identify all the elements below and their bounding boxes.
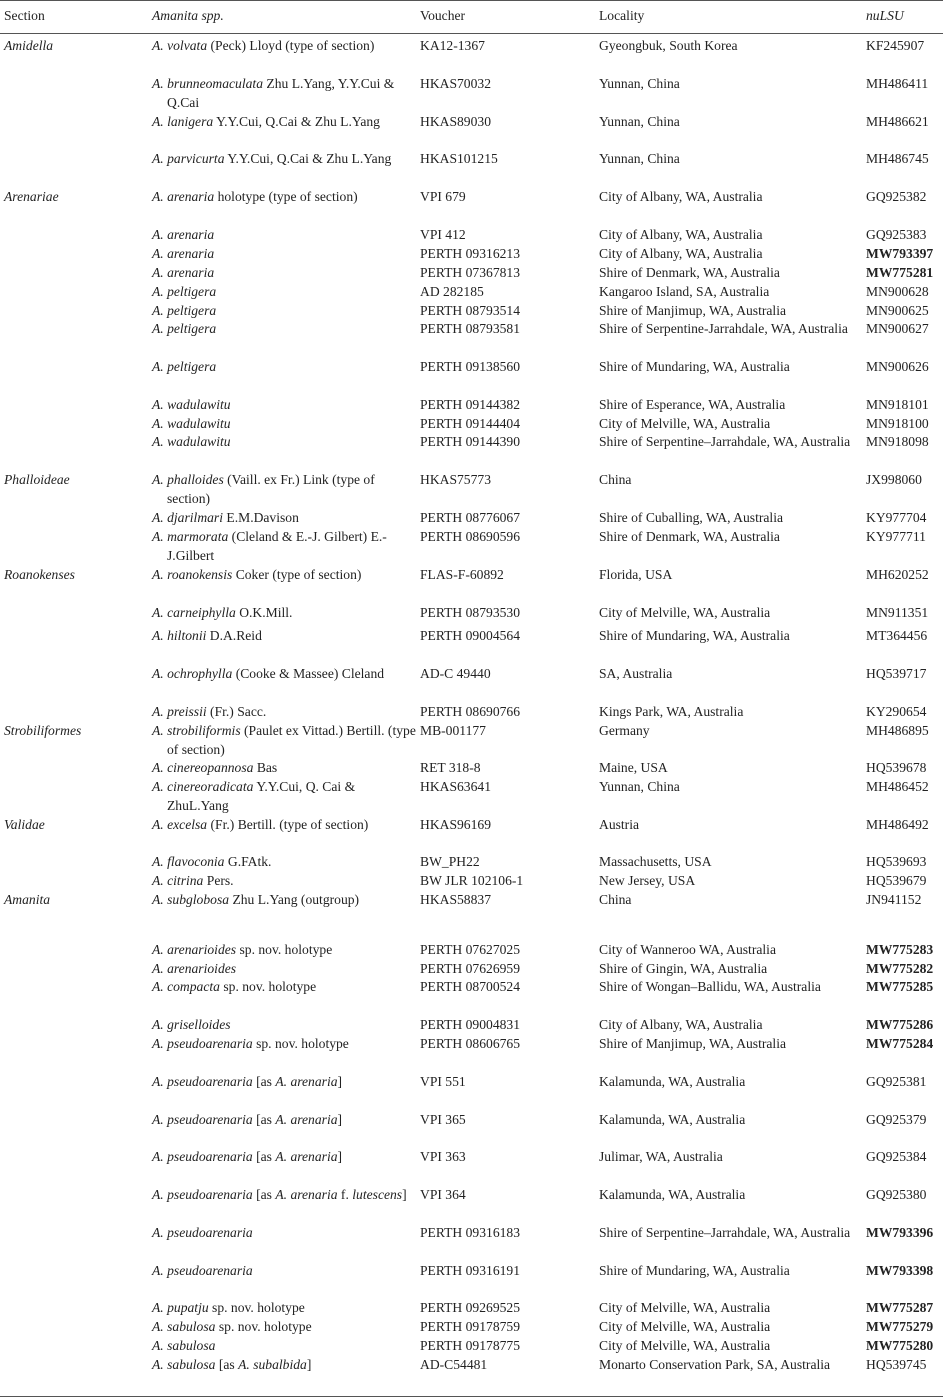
- table-top-rule: [0, 0, 943, 1]
- accession-cell: MN918100: [866, 416, 929, 431]
- locality-cell: Julimar, WA, Australia: [599, 1149, 723, 1164]
- accession-cell: HQ539745: [866, 1357, 927, 1372]
- voucher-cell: PERTH 08690596: [420, 529, 521, 544]
- species-cell: A. pupatju sp. nov. holotype: [152, 1300, 305, 1315]
- accession-cell: HQ539693: [866, 854, 927, 869]
- species-cell: A. sabulosa: [152, 1338, 216, 1353]
- voucher-cell: PERTH 08606765: [420, 1036, 521, 1051]
- accession-cell: MN900625: [866, 303, 929, 318]
- voucher-cell: PERTH 07626959: [420, 961, 521, 976]
- voucher-cell: BW_PH22: [420, 854, 480, 869]
- column-header-locality: Locality: [599, 8, 645, 23]
- locality-cell: City of Albany, WA, Australia: [599, 227, 763, 242]
- voucher-cell: BW JLR 102106-1: [420, 873, 524, 888]
- locality-cell: Shire of Manjimup, WA, Australia: [599, 303, 787, 318]
- voucher-cell: HKAS63641: [420, 779, 491, 794]
- species-cell: A. volvata (Peck) Lloyd (type of section): [152, 38, 375, 53]
- accession-cell: MW775280: [866, 1338, 934, 1353]
- accession-cell: MN900626: [866, 359, 929, 374]
- species-cell: A. pseudoarenaria: [152, 1263, 253, 1278]
- section-label: Strobiliformes: [4, 723, 82, 738]
- accession-cell: MW775279: [866, 1319, 934, 1334]
- voucher-cell: PERTH 09178775: [420, 1338, 521, 1353]
- locality-cell: Yunnan, China: [599, 779, 680, 794]
- voucher-cell: PERTH 08793514: [420, 303, 521, 318]
- voucher-cell: PERTH 09316213: [420, 246, 521, 261]
- locality-cell: Shire of Mundaring, WA, Australia: [599, 359, 790, 374]
- accession-cell: GQ925379: [866, 1112, 927, 1127]
- voucher-cell: HKAS58837: [420, 892, 491, 907]
- voucher-cell: PERTH 07627025: [420, 942, 521, 957]
- voucher-cell: VPI 363: [420, 1149, 466, 1164]
- accession-cell: MN918098: [866, 434, 929, 449]
- locality-cell: Shire of Cuballing, WA, Australia: [599, 510, 783, 525]
- accession-cell: JN941152: [866, 892, 922, 907]
- voucher-cell: VPI 551: [420, 1074, 466, 1089]
- voucher-cell: AD 282185: [420, 284, 484, 299]
- locality-cell: Yunnan, China: [599, 151, 680, 166]
- accession-cell: MW775285: [866, 979, 934, 994]
- accession-cell: HQ539678: [866, 760, 927, 775]
- voucher-cell: VPI 364: [420, 1187, 466, 1202]
- locality-cell: New Jersey, USA: [599, 873, 696, 888]
- species-cell: A. sabulosa [as A. subalbida]: [152, 1357, 312, 1372]
- accession-cell: MT364456: [866, 628, 928, 643]
- column-header-section: Section: [4, 8, 45, 23]
- species-cell: A. djarilmari E.M.Davison: [152, 510, 299, 525]
- accession-cell: MH486895: [866, 723, 929, 738]
- accession-cell: MH486492: [866, 817, 929, 832]
- voucher-cell: PERTH 09316191: [420, 1263, 521, 1278]
- species-cell: A. pseudoarenaria: [152, 1225, 253, 1240]
- species-cell: A. peltigera: [152, 359, 217, 374]
- voucher-cell: PERTH 09004564: [420, 628, 521, 643]
- locality-cell: Kalamunda, WA, Australia: [599, 1074, 746, 1089]
- voucher-cell: KA12-1367: [420, 38, 485, 53]
- species-cell: A. carneiphylla O.K.Mill.: [152, 605, 293, 620]
- locality-cell: Kings Park, WA, Australia: [599, 704, 744, 719]
- voucher-cell: PERTH 09138560: [420, 359, 521, 374]
- species-cell: A. pseudoarenaria [as A. arenaria f. lutescens]: [152, 1187, 407, 1202]
- voucher-cell: PERTH 09316183: [420, 1225, 521, 1240]
- accession-cell: MH486411: [866, 76, 929, 91]
- voucher-cell: PERTH 09178759: [420, 1319, 521, 1334]
- species-cell: A. phalloides (Vaill. ex Fr.) Link (type of section): [152, 472, 375, 506]
- locality-cell: Shire of Mundaring, WA, Australia: [599, 628, 790, 643]
- species-cell: A. griselloides: [152, 1017, 231, 1032]
- species-cell: A. cinereopannosa Bas: [152, 760, 278, 775]
- column-header-species: Amanita spp.: [152, 8, 224, 23]
- locality-cell: Kangaroo Island, SA, Australia: [599, 284, 770, 299]
- accession-cell: MN900628: [866, 284, 929, 299]
- species-cell: A. wadulawitu: [152, 416, 231, 431]
- locality-cell: Shire of Gingin, WA, Australia: [599, 961, 768, 976]
- locality-cell: Kalamunda, WA, Australia: [599, 1187, 746, 1202]
- locality-cell: Kalamunda, WA, Australia: [599, 1112, 746, 1127]
- column-header-voucher: Voucher: [420, 8, 466, 23]
- accession-cell: HQ539717: [866, 666, 927, 681]
- voucher-cell: VPI 412: [420, 227, 466, 242]
- accession-cell: MH486745: [866, 151, 929, 166]
- species-cell: A. subglobosa Zhu L.Yang (outgroup): [152, 892, 360, 907]
- species-cell: A. pseudoarenaria [as A. arenaria]: [152, 1149, 343, 1164]
- locality-cell: City of Albany, WA, Australia: [599, 246, 763, 261]
- voucher-cell: HKAS75773: [420, 472, 491, 487]
- species-cell: A. pseudoarenaria sp. nov. holotype: [152, 1036, 349, 1051]
- voucher-cell: HKAS101215: [420, 151, 498, 166]
- section-label: Amanita: [4, 892, 51, 907]
- species-cell: A. lanigera Y.Y.Cui, Q.Cai & Zhu L.Yang: [152, 114, 380, 129]
- accession-cell: MH486621: [866, 114, 929, 129]
- locality-cell: Shire of Mundaring, WA, Australia: [599, 1263, 790, 1278]
- voucher-cell: HKAS70032: [420, 76, 491, 91]
- accession-cell: KF245907: [866, 38, 925, 53]
- locality-cell: City of Wanneroo WA, Australia: [599, 942, 776, 957]
- species-cell: A. arenaria: [152, 265, 215, 280]
- locality-cell: Shire of Serpentine–Jarrahdale, WA, Australia: [599, 1225, 851, 1240]
- voucher-cell: PERTH 08700524: [420, 979, 521, 994]
- accession-cell: JX998060: [866, 472, 922, 487]
- accession-cell: MN911351: [866, 605, 929, 620]
- locality-cell: Shire of Wongan–Ballidu, WA, Australia: [599, 979, 821, 994]
- locality-cell: China: [599, 472, 632, 487]
- species-cell: A. peltigera: [152, 303, 217, 318]
- accession-cell: MH620252: [866, 567, 929, 582]
- locality-cell: City of Melville, WA, Australia: [599, 1338, 771, 1353]
- species-cell: A. roanokensis Coker (type of section): [152, 567, 362, 582]
- accession-cell: HQ539679: [866, 873, 927, 888]
- accession-cell: MW775287: [866, 1300, 934, 1315]
- locality-cell: City of Melville, WA, Australia: [599, 605, 771, 620]
- locality-cell: Shire of Serpentine–Jarrahdale, WA, Australia: [599, 434, 851, 449]
- species-cell: A. excelsa (Fr.) Bertill. (type of section): [152, 817, 369, 832]
- species-cell: A. pseudoarenaria [as A. arenaria]: [152, 1074, 343, 1089]
- locality-cell: Yunnan, China: [599, 76, 680, 91]
- voucher-cell: PERTH 08776067: [420, 510, 521, 525]
- voucher-cell: AD-C54481: [420, 1357, 488, 1372]
- species-cell: A. ochrophylla (Cooke & Massee) Cleland: [152, 666, 385, 681]
- species-cell: A. wadulawitu: [152, 397, 231, 412]
- voucher-cell: PERTH 08690766: [420, 704, 521, 719]
- accession-cell: MH486452: [866, 779, 929, 794]
- species-cell: A. arenaria holotype (type of section): [152, 189, 358, 204]
- table-bottom-rule: [0, 1396, 943, 1397]
- locality-cell: City of Albany, WA, Australia: [599, 1017, 763, 1032]
- accession-cell: KY977704: [866, 510, 927, 525]
- locality-cell: Massachusetts, USA: [599, 854, 712, 869]
- voucher-cell: PERTH 09144390: [420, 434, 521, 449]
- species-cell: A. pseudoarenaria [as A. arenaria]: [152, 1112, 343, 1127]
- locality-cell: Florida, USA: [599, 567, 673, 582]
- locality-cell: Shire of Denmark, WA, Australia: [599, 529, 780, 544]
- locality-cell: Monarto Conservation Park, SA, Australia: [599, 1357, 831, 1372]
- section-label: Phalloideae: [4, 472, 70, 487]
- species-cell: A. peltigera: [152, 321, 217, 336]
- column-header-nulsu: nuLSU: [866, 8, 904, 23]
- accession-cell: MW775281: [866, 265, 934, 280]
- species-cell: A. marmorata (Cleland & E.-J. Gilbert) E.-J.Gilbert: [152, 529, 387, 563]
- species-cell: A. brunneomaculata Zhu L.Yang, Y.Y.Cui & Q.Cai: [152, 76, 395, 110]
- locality-cell: Austria: [599, 817, 640, 832]
- locality-cell: Maine, USA: [599, 760, 668, 775]
- accession-cell: GQ925381: [866, 1074, 927, 1089]
- locality-cell: SA, Australia: [599, 666, 673, 681]
- accession-cell: MW775286: [866, 1017, 934, 1032]
- species-cell: A. arenaria: [152, 227, 215, 242]
- section-label: Arenariae: [4, 189, 59, 204]
- accession-cell: GQ925383: [866, 227, 927, 242]
- accession-cell: GQ925380: [866, 1187, 927, 1202]
- accession-cell: KY977711: [866, 529, 926, 544]
- species-cell: A. strobiliformis (Paulet ex Vittad.) Bertill. (type of section): [152, 723, 416, 757]
- locality-cell: Shire of Esperance, WA, Australia: [599, 397, 786, 412]
- voucher-cell: HKAS96169: [420, 817, 491, 832]
- voucher-cell: VPI 679: [420, 189, 466, 204]
- accession-cell: KY290654: [866, 704, 927, 719]
- locality-cell: Shire of Serpentine-Jarrahdale, WA, Australia: [599, 321, 848, 336]
- species-cell: A. parvicurta Y.Y.Cui, Q.Cai & Zhu L.Yang: [152, 151, 392, 166]
- locality-cell: Yunnan, China: [599, 114, 680, 129]
- voucher-cell: AD-C 49440: [420, 666, 491, 681]
- voucher-cell: PERTH 09144382: [420, 397, 521, 412]
- species-cell: A. arenaria: [152, 246, 215, 261]
- locality-cell: City of Albany, WA, Australia: [599, 189, 763, 204]
- locality-cell: Shire of Manjimup, WA, Australia: [599, 1036, 787, 1051]
- voucher-cell: PERTH 09144404: [420, 416, 521, 431]
- accession-cell: MN900627: [866, 321, 929, 336]
- species-cell: A. cinereoradicata Y.Y.Cui, Q. Cai & ZhuL.Yang: [152, 779, 356, 813]
- voucher-cell: VPI 365: [420, 1112, 466, 1127]
- accession-cell: MW793397: [866, 246, 934, 261]
- voucher-cell: MB-001177: [420, 723, 486, 738]
- accession-cell: MW775283: [866, 942, 934, 957]
- locality-cell: Shire of Denmark, WA, Australia: [599, 265, 780, 280]
- header-rule: [0, 33, 943, 34]
- voucher-cell: FLAS-F-60892: [420, 567, 504, 582]
- species-cell: A. compacta sp. nov. holotype: [152, 979, 317, 994]
- accession-cell: MW775282: [866, 961, 934, 976]
- locality-cell: Germany: [599, 723, 650, 738]
- locality-cell: City of Melville, WA, Australia: [599, 1319, 771, 1334]
- accession-cell: MW793398: [866, 1263, 934, 1278]
- voucher-cell: PERTH 09269525: [420, 1300, 521, 1315]
- voucher-cell: PERTH 08793581: [420, 321, 521, 336]
- accession-cell: GQ925382: [866, 189, 927, 204]
- species-cell: A. preissii (Fr.) Sacc.: [152, 704, 267, 719]
- voucher-cell: RET 318-8: [420, 760, 481, 775]
- locality-cell: City of Melville, WA, Australia: [599, 1300, 771, 1315]
- accession-cell: MN918101: [866, 397, 929, 412]
- accession-cell: MW775284: [866, 1036, 934, 1051]
- species-cell: A. arenarioides sp. nov. holotype: [152, 942, 333, 957]
- locality-cell: City of Melville, WA, Australia: [599, 416, 771, 431]
- voucher-cell: PERTH 07367813: [420, 265, 521, 280]
- species-cell: A. wadulawitu: [152, 434, 231, 449]
- locality-cell: Gyeongbuk, South Korea: [599, 38, 738, 53]
- locality-cell: China: [599, 892, 632, 907]
- species-cell: A. arenarioides: [152, 961, 237, 976]
- section-label: Roanokenses: [4, 567, 75, 582]
- section-label: Amidella: [4, 38, 54, 53]
- accession-cell: GQ925384: [866, 1149, 927, 1164]
- voucher-cell: PERTH 09004831: [420, 1017, 521, 1032]
- voucher-cell: PERTH 08793530: [420, 605, 521, 620]
- species-cell: A. citrina Pers.: [152, 873, 234, 888]
- species-cell: A. flavoconia G.FAtk.: [152, 854, 272, 869]
- species-cell: A. hiltonii D.A.Reid: [152, 628, 262, 643]
- species-cell: A. sabulosa sp. nov. holotype: [152, 1319, 312, 1334]
- voucher-cell: HKAS89030: [420, 114, 491, 129]
- accession-cell: MW793396: [866, 1225, 934, 1240]
- section-label: Validae: [4, 817, 45, 832]
- species-cell: A. peltigera: [152, 284, 217, 299]
